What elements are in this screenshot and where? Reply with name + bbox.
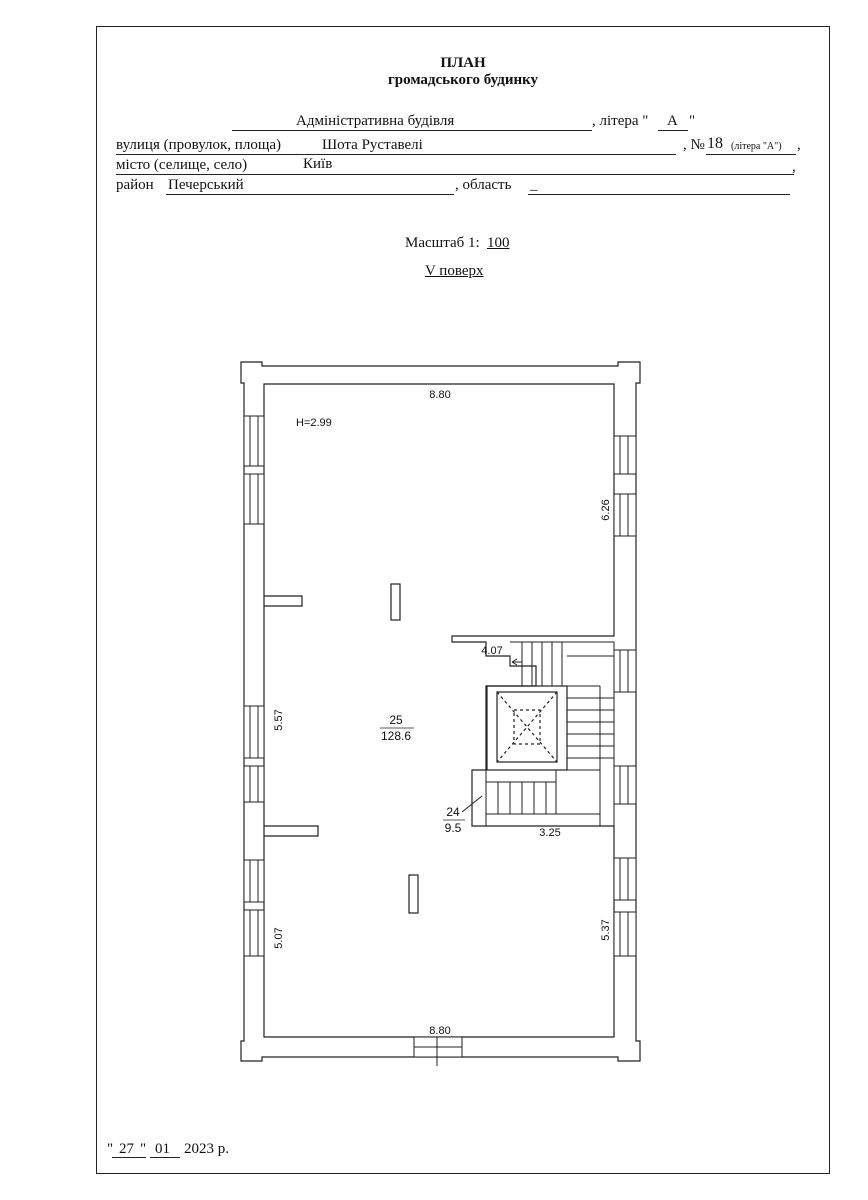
window-right-6	[614, 912, 636, 956]
door-bottom	[414, 1037, 462, 1066]
elevator-shaft-outer	[487, 686, 567, 770]
litera-value: А	[667, 113, 678, 129]
date-quote-open: "	[107, 1141, 114, 1157]
dim-right-upper: 6.26	[600, 499, 612, 521]
dim-left-lower: 5.07	[273, 927, 285, 949]
street-value: Шота Руставелі	[322, 137, 423, 153]
number-tail: ,	[797, 137, 801, 153]
dim-stair-top: 4.07	[481, 645, 503, 657]
window-right-4	[614, 766, 636, 804]
window-left-5	[244, 860, 264, 902]
city-value: Київ	[303, 156, 333, 172]
building-name-value: Адміністративна будівля	[296, 113, 455, 129]
window-right-1	[614, 436, 636, 474]
inner-wall	[264, 384, 614, 1037]
date-quote-close: "	[140, 1141, 147, 1157]
litera-close: "	[689, 113, 696, 129]
room-main-number: 25	[389, 713, 403, 727]
room-height: H=2.99	[296, 417, 332, 429]
date-month-underline	[150, 1157, 180, 1158]
city-label: місто (селище, село)	[116, 157, 248, 173]
street-label: вулиця (провулок, площа)	[116, 137, 282, 153]
number-label: , №	[683, 137, 705, 153]
window-right-3	[614, 650, 636, 692]
district-label: район	[116, 177, 154, 193]
dim-bottom: 8.80	[429, 1025, 451, 1037]
city-tail: ,	[792, 159, 796, 175]
floor-label: V поверх	[425, 263, 484, 279]
district-value: Печерський	[168, 177, 244, 193]
window-right-2	[614, 494, 636, 536]
room-stair-number: 24	[446, 805, 460, 819]
window-left-1	[244, 416, 264, 466]
dim-stair-bottom: 3.25	[539, 827, 561, 839]
window-left-3	[244, 706, 264, 758]
staircase	[462, 642, 614, 826]
room-main-area: 128.6	[380, 729, 412, 743]
scale-value: 100	[487, 235, 510, 251]
partition-left-lower	[264, 826, 318, 836]
date-day: 27	[119, 1141, 134, 1157]
room-stair-area: 9.5	[444, 821, 462, 835]
column-upper	[391, 584, 400, 620]
plan-title: ПЛАН	[440, 55, 486, 71]
window-right-5	[614, 858, 636, 900]
region-value: _	[530, 177, 538, 193]
column-lower	[409, 875, 418, 913]
date-day-underline	[112, 1157, 146, 1158]
scale-label: Масштаб 1:	[405, 235, 480, 251]
window-left-6	[244, 910, 264, 956]
region-label: , область	[455, 177, 512, 193]
window-left-2	[244, 474, 264, 524]
date-year: 2023 р.	[184, 1141, 229, 1157]
plan-subtitle: громадського будинку	[387, 72, 539, 88]
date-month: 01	[155, 1141, 170, 1157]
dim-left-middle: 5.57	[273, 709, 285, 731]
outer-wall	[241, 362, 640, 1061]
dim-top: 8.80	[429, 389, 451, 401]
number-value: 18	[707, 135, 723, 152]
window-left-4	[244, 766, 264, 802]
litera-label: , літера "	[592, 113, 649, 129]
partition-left-upper	[264, 596, 302, 606]
number-note: (літера "А")	[731, 141, 782, 152]
dim-right-lower: 5.37	[600, 919, 612, 941]
